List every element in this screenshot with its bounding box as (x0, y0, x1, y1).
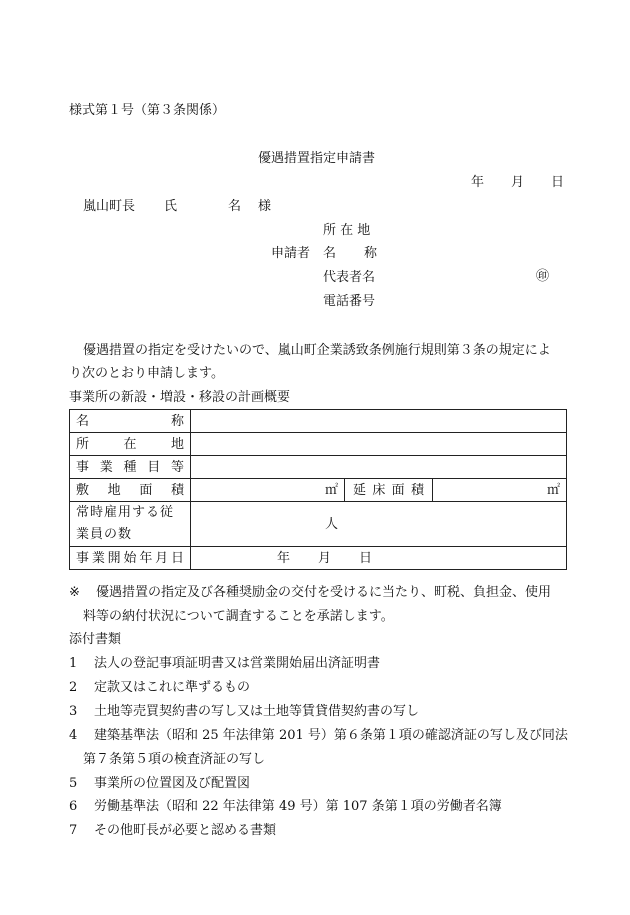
list-item (69, 777, 250, 790)
attachment-text: 法人の登記事項証明書又は営業開始届出済証明書 (94, 656, 381, 671)
list-item (69, 681, 250, 694)
attachment-text: 事業所の位置図及び配置図 (94, 776, 251, 791)
site-area-unit: ㎡ (324, 482, 338, 498)
plan-heading: 事業所の新設・増設・移設の計画概要 (69, 390, 291, 405)
date-day-label: 日 (551, 175, 565, 190)
addressee-honorific: 様 (258, 199, 272, 214)
attachment-number: 4 (69, 728, 78, 743)
floor-area-unit: ㎡ (547, 482, 561, 498)
floor-area-value-cell[interactable] (433, 479, 567, 502)
attachment-number: 7 (69, 823, 78, 838)
applicant-rep-label: 代表者名 (323, 270, 376, 285)
list-item (69, 800, 502, 813)
employees-unit: 人 (325, 516, 339, 532)
applicant-phone-label: 電話番号 (323, 294, 376, 309)
table-label-site-area: 敷地面積 (70, 479, 191, 502)
date-month-label: 月 (511, 175, 525, 190)
site-area-value-cell[interactable] (191, 479, 345, 502)
table-row (70, 479, 567, 502)
name-value-cell[interactable] (191, 410, 567, 433)
business-type-value-cell[interactable] (191, 456, 567, 479)
addressee-name-part2: 名 (228, 199, 242, 214)
attachments-heading: 添付書類 (69, 632, 122, 647)
table-row (70, 456, 567, 479)
table-row (70, 502, 567, 547)
note-line2: 料等の納付状況について調査することを承諾します。 (83, 609, 394, 624)
addressee-name-part1: 氏 (164, 199, 178, 214)
start-date-value-cell[interactable] (191, 547, 567, 570)
body-text-line1: 優遇措置の指定を受けたいので、嵐山町企業誘致条例施行規則第３条の規定によ (83, 343, 551, 358)
attachment-text-continued: 第７条第５項の検査済証の写し (83, 752, 266, 767)
attachment-text: 土地等売買契約書の写し又は土地等賃貸借契約書の写し (94, 704, 420, 719)
attachment-number: 5 (69, 776, 78, 791)
form-label: 様式第１号（第３条関係） (69, 103, 226, 118)
attachment-number: 3 (69, 704, 78, 719)
note-mark: ※ (69, 585, 80, 600)
employees-value-cell[interactable] (191, 502, 567, 547)
table-label-floor-area: 延床面積 (345, 479, 433, 502)
table-label-employees: 常時雇用する従業員の数 (70, 502, 191, 547)
table-row (70, 433, 567, 456)
attachment-text: 定款又はこれに準ずるもの (94, 680, 251, 695)
date-year-label: 年 (471, 175, 485, 190)
body-text-line2: り次のとおり申請します。 (69, 366, 224, 381)
start-month-label: 月 (318, 550, 332, 566)
attachment-text: 労働基準法（昭和 22 年法律第 49 号）第 107 条第１項の労働者名簿 (94, 799, 502, 814)
attachment-number: 2 (69, 680, 78, 695)
applicant-address-label: 所 在 地 (323, 223, 371, 238)
applicant-name-label-1: 名 (323, 246, 337, 261)
table-label-start-date: 事業開始年月日 (70, 547, 191, 570)
location-value-cell[interactable] (191, 433, 567, 456)
attachment-text: その他町長が必要と認める書類 (94, 823, 277, 838)
applicant-group-label: 申請者 (271, 246, 311, 261)
list-item (69, 657, 380, 670)
addressee-mayor: 嵐山町長 (83, 199, 136, 214)
applicant-name-label-2: 称 (364, 246, 378, 261)
note-line1: 優遇措置の指定及び各種奨励金の交付を受けるに当たり、町税、負担金、使用 (96, 585, 552, 600)
attachment-text: 建築基準法（昭和 25 年法律第 201 号）第６条第１項の確認済証の写し及び同法 (94, 728, 568, 743)
list-item (69, 729, 568, 742)
list-item (69, 824, 276, 837)
start-day-label: 日 (359, 550, 373, 566)
list-item-continuation (83, 753, 265, 766)
table-label-location: 所在地 (70, 433, 191, 456)
seal-mark: ㊞ (536, 269, 550, 284)
table-label-business-type: 事業種目等 (70, 456, 191, 479)
table-row (70, 410, 567, 433)
plan-overview-table (69, 409, 567, 570)
table-label-name: 名称 (70, 410, 191, 433)
table-row (70, 547, 567, 570)
attachment-number: 6 (69, 799, 78, 814)
list-item (69, 705, 419, 718)
document-title: 優遇措置指定申請書 (258, 151, 376, 166)
attachment-number: 1 (69, 656, 78, 671)
start-year-label: 年 (277, 550, 291, 566)
